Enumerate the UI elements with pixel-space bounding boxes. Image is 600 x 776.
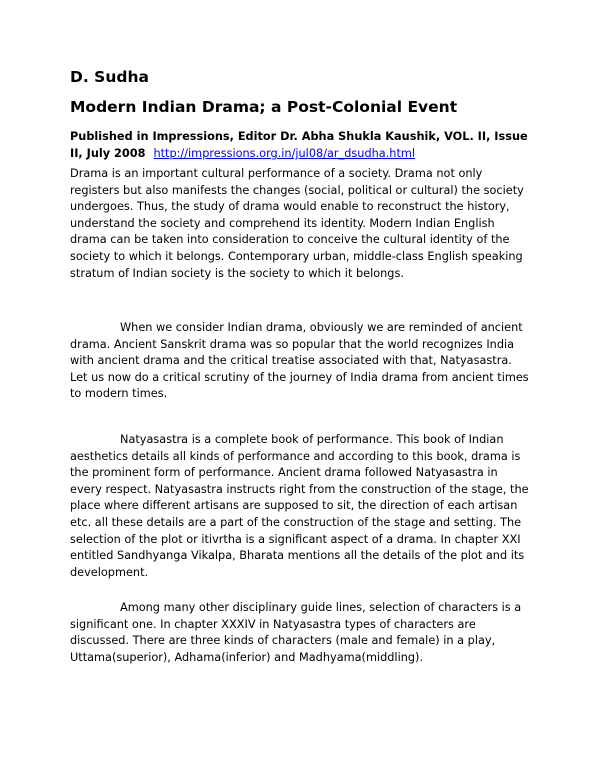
article-url-link[interactable]: http://impressions.org.in/jul08/ar_dsudha.html: [153, 147, 416, 160]
publication-text: Published in Impressions, Editor Dr. Abha Shukla Kaushik, VOL. II, Issue II, July 2008: [70, 130, 528, 160]
paragraph-ancient-drama: When we consider Indian drama, obviously we are reminded of ancient drama. Ancient Sanskrit drama was so popular that the world recognizes India with ancient drama and the critical treatise associated with that, Natyasastra. Let us now do a critical scrutiny of the journey of India drama from ancient times to modern times.: [70, 321, 529, 401]
paragraph-natyasastra: Natyasastra is a complete book of performance. This book of Indian aesthetics details all kinds of performance and according to this book, drama is the prominent form of performance. Ancient drama followed Natyasastra in every respect. Natyasastra instructs right from the construction of the stage, the place where different artisans are supposed to sit, the direction of each artisan etc. all these details are a part of the construction of the stage and setting. The selection of the plot or itivrtha is a significant aspect of a drama. In chapter XXI entitled Sandhyanga Vikalpa, Bharata mentions all the details of the plot and its development.: [70, 433, 529, 579]
paragraph-characters: Among many other disciplinary guide lines, selection of characters is a significant one. In chapter XXXIV in Natyasastra types of characters are discussed. There are three kinds of characters (male and female) in a play, Uttama(superior), Adhama(inferior) and Madhyama(middling).: [70, 601, 522, 664]
author-name: D. Sudha: [70, 68, 149, 86]
paragraph-intro: Drama is an important cultural performance of a society. Drama not only registers but also manifests the changes (social, political or cultural) the society undergoes. Thus, the study of drama would enable to reconstruct the history, understand the society and comprehend its identity. Modern Indian English drama can be taken into consideration to conceive the cultural identity of the society to which it belongs. Contemporary urban, middle-class English speaking stratum of Indian society is the society to which it belongs.: [70, 167, 524, 280]
publication-info: [70, 128, 540, 162]
article-title: Modern Indian Drama; a Post-Colonial Event: [70, 98, 458, 116]
